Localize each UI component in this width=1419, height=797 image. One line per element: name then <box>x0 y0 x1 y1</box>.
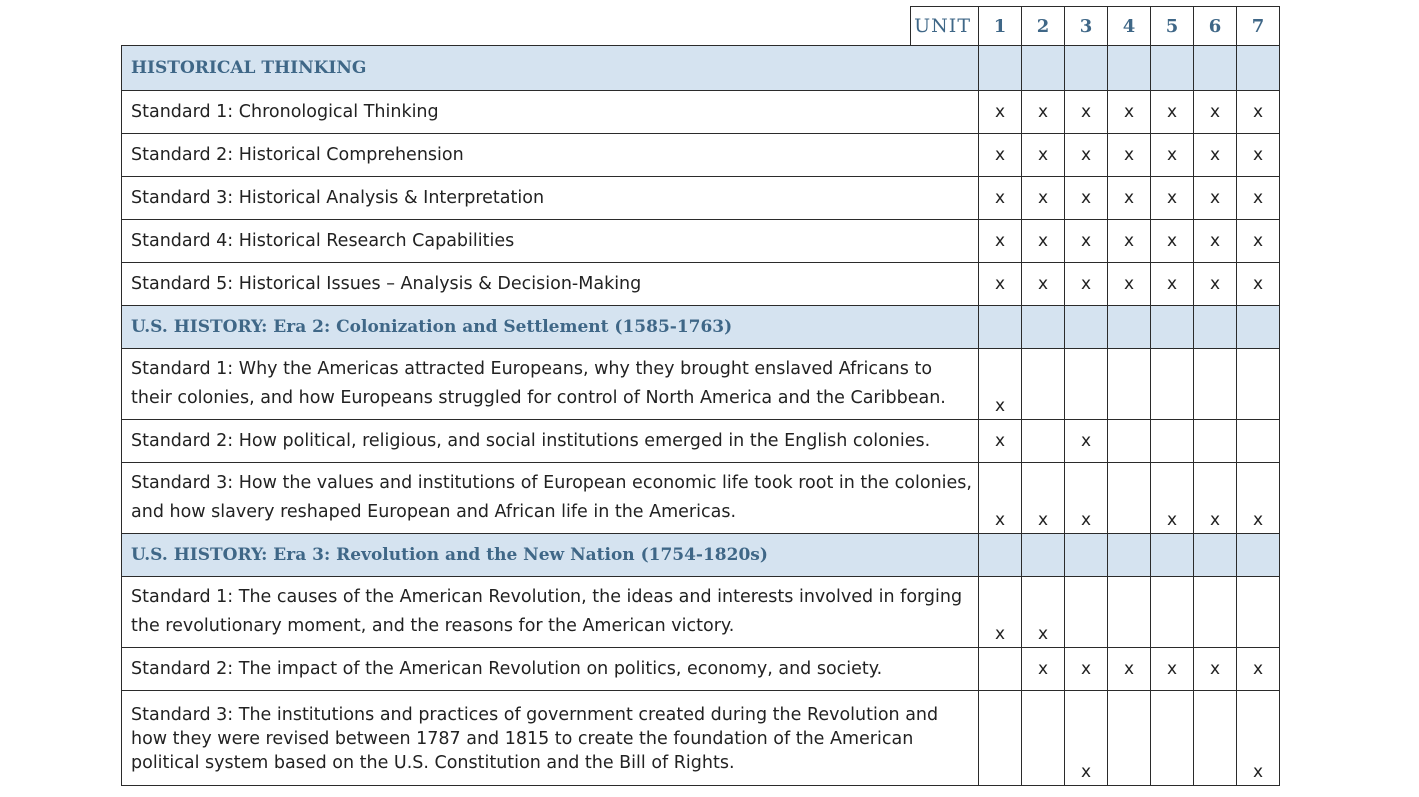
unit-2-mark <box>1022 349 1065 420</box>
standard-label: Standard 2: Historical Comprehension <box>122 134 979 177</box>
unit-6-mark: x <box>1194 263 1237 306</box>
unit-4-header: 4 <box>1108 7 1151 46</box>
unit-7-mark: x <box>1237 220 1280 263</box>
unit-7-mark <box>1237 420 1280 463</box>
unit-2-mark: x <box>1022 134 1065 177</box>
unit-2-mark: x <box>1022 177 1065 220</box>
unit-7-mark: x <box>1237 463 1280 534</box>
unit-1-mark: x <box>979 91 1022 134</box>
section-header-cell <box>1108 46 1151 91</box>
unit-3-mark: x <box>1065 263 1108 306</box>
section-header-row <box>122 534 1280 577</box>
table-row <box>122 577 1280 648</box>
unit-1-mark: x <box>979 177 1022 220</box>
unit-3-mark <box>1065 349 1108 420</box>
unit-2-mark: x <box>1022 463 1065 534</box>
unit-4-mark: x <box>1108 648 1151 691</box>
unit-7-mark: x <box>1237 648 1280 691</box>
unit-4-mark <box>1108 691 1151 786</box>
unit-2-mark: x <box>1022 648 1065 691</box>
unit-5-mark <box>1151 349 1194 420</box>
unit-6-mark: x <box>1194 177 1237 220</box>
unit-7-mark: x <box>1237 91 1280 134</box>
unit-5-mark: x <box>1151 463 1194 534</box>
unit-3-mark: x <box>1065 420 1108 463</box>
section-header-cell <box>1022 46 1065 91</box>
unit-6-mark: x <box>1194 220 1237 263</box>
unit-1-mark <box>979 691 1022 786</box>
unit-6-mark: x <box>1194 648 1237 691</box>
unit-5-mark: x <box>1151 648 1194 691</box>
unit-4-mark <box>1108 577 1151 648</box>
unit-3-mark: x <box>1065 220 1108 263</box>
section-header-row <box>122 306 1280 349</box>
section-header-cell <box>1022 534 1065 577</box>
section-header-cell <box>1194 306 1237 349</box>
table-row <box>122 349 1280 420</box>
standard-label: Standard 3: Historical Analysis & Interpretation <box>122 177 979 220</box>
standard-label: Standard 1: Why the Americas attracted Europeans, why they brought enslaved Africans to their colonies, and how Europeans struggled for control of North America and the Caribbean. <box>122 349 979 420</box>
unit-1-mark: x <box>979 263 1022 306</box>
unit-3-mark: x <box>1065 648 1108 691</box>
unit-7-mark <box>1237 349 1280 420</box>
standard-label: Standard 1: The causes of the American Revolution, the ideas and interests involved in forging the revolutionary moment, and the reasons for the American victory. <box>122 577 979 648</box>
table-row <box>122 691 1280 786</box>
table-row <box>122 463 1280 534</box>
unit-1-mark <box>979 648 1022 691</box>
section-header-cell <box>1151 306 1194 349</box>
unit-2-mark: x <box>1022 577 1065 648</box>
unit-4-mark: x <box>1108 177 1151 220</box>
header-spacer <box>122 7 911 46</box>
section-title: U.S. HISTORY: Era 3: Revolution and the New Nation (1754-1820s) <box>122 534 979 577</box>
table-row <box>122 420 1280 463</box>
unit-5-mark: x <box>1151 134 1194 177</box>
unit-5-mark: x <box>1151 177 1194 220</box>
unit-5-header: 5 <box>1151 7 1194 46</box>
unit-header-row <box>122 7 1280 46</box>
unit-7-mark: x <box>1237 263 1280 306</box>
standard-label: Standard 4: Historical Research Capabilities <box>122 220 979 263</box>
unit-2-mark: x <box>1022 220 1065 263</box>
section-header-cell <box>1194 46 1237 91</box>
unit-5-mark <box>1151 577 1194 648</box>
unit-6-mark: x <box>1194 463 1237 534</box>
unit-6-mark <box>1194 577 1237 648</box>
unit-4-mark: x <box>1108 134 1151 177</box>
unit-1-mark: x <box>979 220 1022 263</box>
unit-1-mark: x <box>979 577 1022 648</box>
unit-2-mark <box>1022 420 1065 463</box>
section-header-cell <box>1108 534 1151 577</box>
unit-6-header: 6 <box>1194 7 1237 46</box>
section-header-cell <box>1065 534 1108 577</box>
unit-1-mark: x <box>979 463 1022 534</box>
unit-3-mark: x <box>1065 463 1108 534</box>
unit-7-mark: x <box>1237 134 1280 177</box>
section-header-row <box>122 46 1280 91</box>
unit-3-mark: x <box>1065 177 1108 220</box>
unit-5-mark <box>1151 420 1194 463</box>
unit-6-mark: x <box>1194 134 1237 177</box>
section-header-cell <box>979 534 1022 577</box>
section-header-cell <box>1065 306 1108 349</box>
standard-label: Standard 2: How political, religious, and social institutions emerged in the English colonies. <box>122 420 979 463</box>
standards-unit-matrix <box>121 6 1280 786</box>
section-header-cell <box>1151 46 1194 91</box>
standard-label: Standard 3: The institutions and practices of government created during the Revolution and how they were revised between 1787 and 1815 to create the foundation of the American political system based on the U.S. Constitution and the Bill of Rights. <box>122 691 979 786</box>
table-row <box>122 91 1280 134</box>
unit-4-mark: x <box>1108 263 1151 306</box>
unit-1-mark: x <box>979 420 1022 463</box>
unit-4-mark: x <box>1108 220 1151 263</box>
section-title: HISTORICAL THINKING <box>122 46 979 91</box>
unit-4-mark <box>1108 463 1151 534</box>
unit-3-mark: x <box>1065 691 1108 786</box>
unit-4-mark <box>1108 349 1151 420</box>
unit-7-mark <box>1237 577 1280 648</box>
standard-label: Standard 2: The impact of the American Revolution on politics, economy, and society. <box>122 648 979 691</box>
unit-7-header: 7 <box>1237 7 1280 46</box>
unit-label: UNIT <box>911 7 979 46</box>
table-row <box>122 177 1280 220</box>
section-title: U.S. HISTORY: Era 2: Colonization and Settlement (1585-1763) <box>122 306 979 349</box>
table-row <box>122 220 1280 263</box>
unit-1-mark: x <box>979 134 1022 177</box>
unit-3-mark: x <box>1065 91 1108 134</box>
unit-7-mark: x <box>1237 691 1280 786</box>
section-header-cell <box>979 306 1022 349</box>
section-header-cell <box>1237 534 1280 577</box>
unit-2-mark: x <box>1022 91 1065 134</box>
unit-1-mark: x <box>979 349 1022 420</box>
unit-7-mark: x <box>1237 177 1280 220</box>
unit-5-mark <box>1151 691 1194 786</box>
section-header-cell <box>1151 534 1194 577</box>
unit-2-mark <box>1022 691 1065 786</box>
table-row <box>122 263 1280 306</box>
table-row <box>122 648 1280 691</box>
section-header-cell <box>979 46 1022 91</box>
standard-label: Standard 5: Historical Issues – Analysis & Decision-Making <box>122 263 979 306</box>
section-header-cell <box>1065 46 1108 91</box>
unit-6-mark: x <box>1194 91 1237 134</box>
standard-label: Standard 3: How the values and institutions of European economic life took root in the colonies, and how slavery reshaped European and African life in the Americas. <box>122 463 979 534</box>
unit-5-mark: x <box>1151 220 1194 263</box>
section-header-cell <box>1108 306 1151 349</box>
unit-6-mark <box>1194 349 1237 420</box>
unit-6-mark <box>1194 691 1237 786</box>
unit-4-mark: x <box>1108 91 1151 134</box>
unit-2-header: 2 <box>1022 7 1065 46</box>
unit-5-mark: x <box>1151 91 1194 134</box>
unit-3-header: 3 <box>1065 7 1108 46</box>
section-header-cell <box>1237 46 1280 91</box>
section-header-cell <box>1237 306 1280 349</box>
section-header-cell <box>1194 534 1237 577</box>
section-header-cell <box>1022 306 1065 349</box>
unit-2-mark: x <box>1022 263 1065 306</box>
unit-3-mark <box>1065 577 1108 648</box>
unit-5-mark: x <box>1151 263 1194 306</box>
unit-4-mark <box>1108 420 1151 463</box>
unit-1-header: 1 <box>979 7 1022 46</box>
table-row <box>122 134 1280 177</box>
standard-label: Standard 1: Chronological Thinking <box>122 91 979 134</box>
unit-6-mark <box>1194 420 1237 463</box>
unit-3-mark: x <box>1065 134 1108 177</box>
